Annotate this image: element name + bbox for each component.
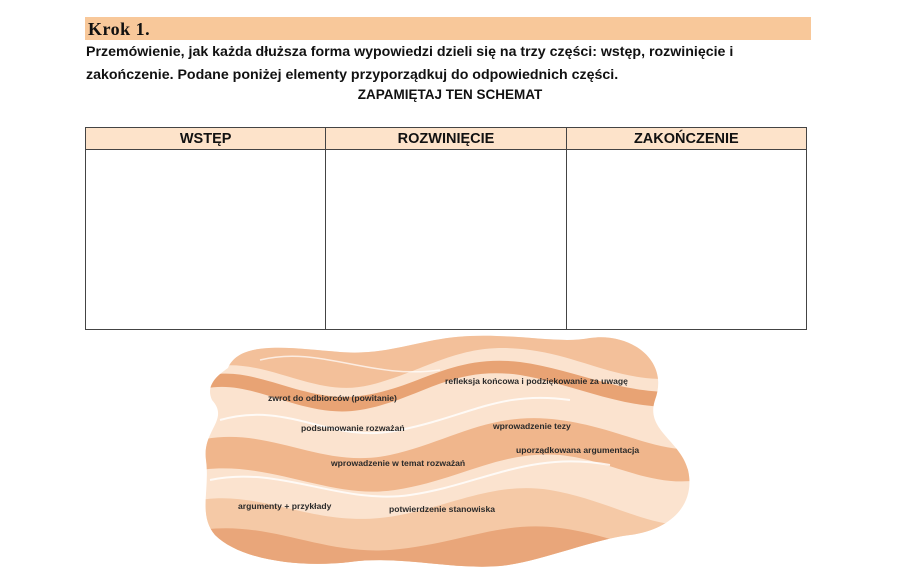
elements-wave-panel bbox=[200, 330, 700, 570]
element-ordered-argumentation[interactable]: uporządkowana argumentacja bbox=[516, 445, 640, 455]
column-header-intro: WSTĘP bbox=[86, 128, 326, 150]
element-closing-reflection[interactable]: refleksja końcowa i podziękowanie za uwagę bbox=[445, 376, 628, 386]
element-greeting[interactable]: zwrot do odbiorców (powitanie) bbox=[268, 393, 397, 403]
speech-structure-table bbox=[85, 127, 807, 330]
drop-cell-body[interactable] bbox=[326, 150, 566, 330]
instruction-text: Przemówienie, jak każda dłuższa forma wypowiedzi dzieli się na trzy części: wstęp, rozwinięcie i zakończenie. Podane poniżej elementy przyporządkuj do odpowiednich części. bbox=[86, 44, 734, 83]
drop-cell-intro[interactable] bbox=[86, 150, 326, 330]
step-header-band bbox=[85, 17, 811, 40]
column-header-body: ROZWINIĘCIE bbox=[326, 128, 566, 150]
element-thesis-intro[interactable]: wprowadzenie tezy bbox=[493, 421, 571, 431]
element-arguments-examples[interactable]: argumenty + przykłady bbox=[238, 501, 332, 511]
column-header-ending: ZAKOŃCZENIE bbox=[566, 128, 806, 150]
element-summary[interactable]: podsumowanie rozważań bbox=[301, 423, 405, 433]
remember-note: ZAPAMIĘTAJ TEN SCHEMAT bbox=[357, 87, 543, 102]
element-position-confirmation[interactable]: potwierdzenie stanowiska bbox=[389, 504, 496, 514]
step-title: Krok 1. bbox=[88, 19, 151, 39]
element-topic-intro[interactable]: wprowadzenie w temat rozważań bbox=[331, 458, 466, 468]
drop-cell-ending[interactable] bbox=[566, 150, 806, 330]
